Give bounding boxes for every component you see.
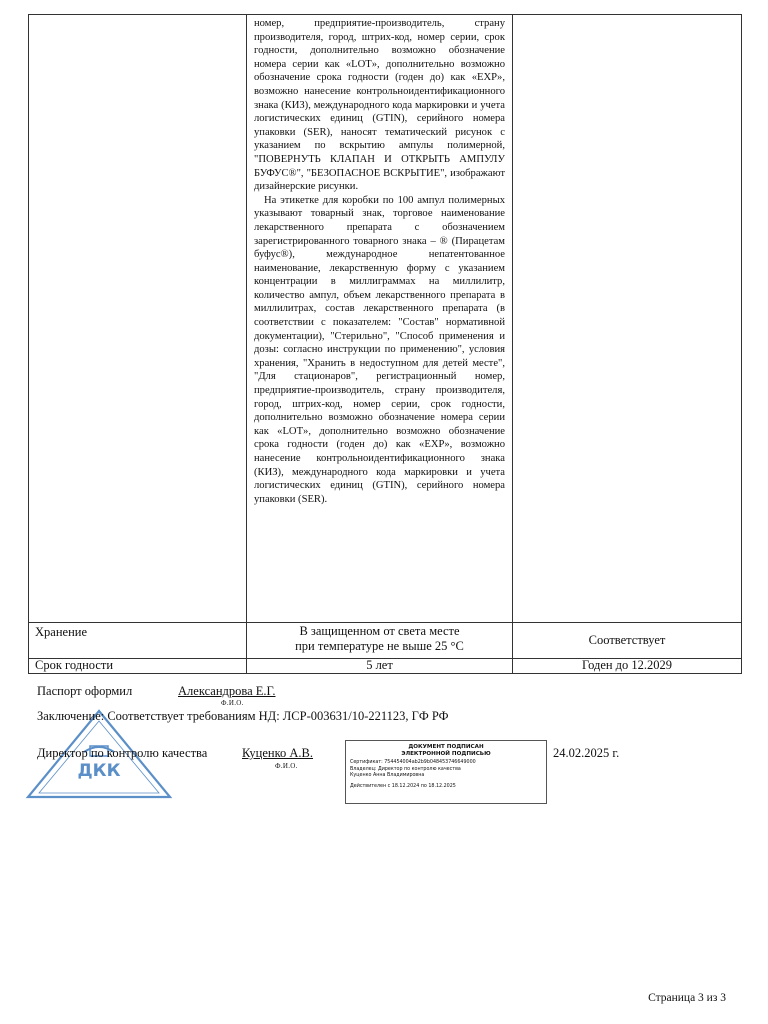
storage-row bbox=[29, 623, 742, 659]
spec-table bbox=[28, 14, 742, 674]
storage-label: Хранение bbox=[29, 623, 247, 659]
conclusion: Заключение: Соответствует требованиям НД: ЛСР-003631/10-221123, ГФ РФ bbox=[37, 709, 449, 723]
storage-requirement bbox=[247, 623, 513, 659]
stamp-text: ДКК bbox=[77, 761, 121, 781]
esig-title-2: ЭЛЕКТРОННОЙ ПОДПИСЬЮ bbox=[401, 751, 491, 757]
director-label: Директор по контролю качества bbox=[37, 746, 208, 760]
shelf-life-requirement: 5 лет bbox=[247, 659, 513, 674]
labeling-requirements-cell bbox=[247, 15, 513, 623]
labeling-paragraph-1: номер, предприятие-производитель, страну производителя, город, штрих-код, номер серии, срок годности, дополнительно возможно обозначение номера серии как «LOT», дополнительно возможно обозначение срока годности (годен до) как «EXP», возможно нанесение контрольноидентификационного знака (КИЗ), международного кода маркировки и учета логистических единиц (GTIN), серийного номера упаковки (SER), наносят тематический рисунок с указанием по вскрытию ампулы полимерной, "ПОВЕРНУТЬ КЛАПАН И ОТКРЫТЬ АМПУЛУ БУФУС®", "БЕЗОПАСНОЕ ВСКРЫТИЕ", изображают дизайнерские рисунки. bbox=[254, 18, 505, 193]
storage-req-line-2: при температуре не выше 25 °С bbox=[295, 639, 464, 653]
storage-result: Соответствует bbox=[513, 623, 742, 659]
passport-name: Александрова Е.Г. bbox=[178, 684, 276, 698]
passport-fio-caption: Ф.И.О. bbox=[221, 699, 244, 707]
passport-label: Паспорт оформил bbox=[37, 684, 133, 698]
director-name: Куценко А.В. bbox=[242, 746, 314, 760]
labeling-label-cell bbox=[29, 15, 247, 623]
shelf-life-label: Срок годности bbox=[29, 659, 247, 674]
labeling-row bbox=[29, 15, 742, 623]
electronic-signature-box bbox=[345, 740, 547, 804]
esig-title-1: ДОКУМЕНТ ПОДПИСАН bbox=[408, 744, 484, 750]
shelf-life-row bbox=[29, 659, 742, 674]
storage-req-line-1: В защищенном от света месте bbox=[299, 624, 460, 638]
esig-certificate: Сертификат: 754454004ab2b9b048453746649000 bbox=[350, 760, 476, 765]
page-number: Страница 3 из 3 bbox=[648, 992, 726, 1004]
director-fio-caption: Ф.И.О. bbox=[275, 762, 298, 770]
signature-date: 24.02.2025 г. bbox=[553, 746, 620, 760]
labeling-result-cell bbox=[513, 15, 742, 623]
esig-owner: Владелец: Директор по контролю качества bbox=[350, 766, 461, 772]
esig-validity: Действителен с 18.12.2024 по 18.12.2025 bbox=[350, 783, 456, 789]
shelf-life-result: Годен до 12.2029 bbox=[513, 659, 742, 674]
labeling-paragraph-2: На этикетке для коробки по 100 ампул полимерных указывают товарный знак, торговое наименование лекарственного препарата с обозначением зарегистрированного товарного знака – ® (Пирацетам буфус®), международное непатентованное наименование, лекарственную форму с указанием концентрации в миллиграммах на миллилитр, количество ампул, объем лекарственного препарата в миллилитрах, состав лекарственного препарата (в соответствии с показателем: "Состав" нормативной документации), "Стерильно", "Способ применения и дозы: согласно инструкции по применению", условия хранения, "Хранить в недоступном для детей месте", "Для стационаров", регистрационный номер, предприятие-производитель, страну производителя, город, штрих-код, номер серии, срок годности, дополнительно возможно обозначение номера серии как «LOT», дополнительно возможно обозначение срока годности (годен до) как «EXP», возможно нанесение контрольноидентификационного знака (КИЗ), международного кода маркировки и учета логистических единиц (GTIN), серийного номера упаковки (SER). bbox=[254, 194, 505, 505]
esig-person: Куценко Анна Владимировна bbox=[350, 773, 425, 779]
